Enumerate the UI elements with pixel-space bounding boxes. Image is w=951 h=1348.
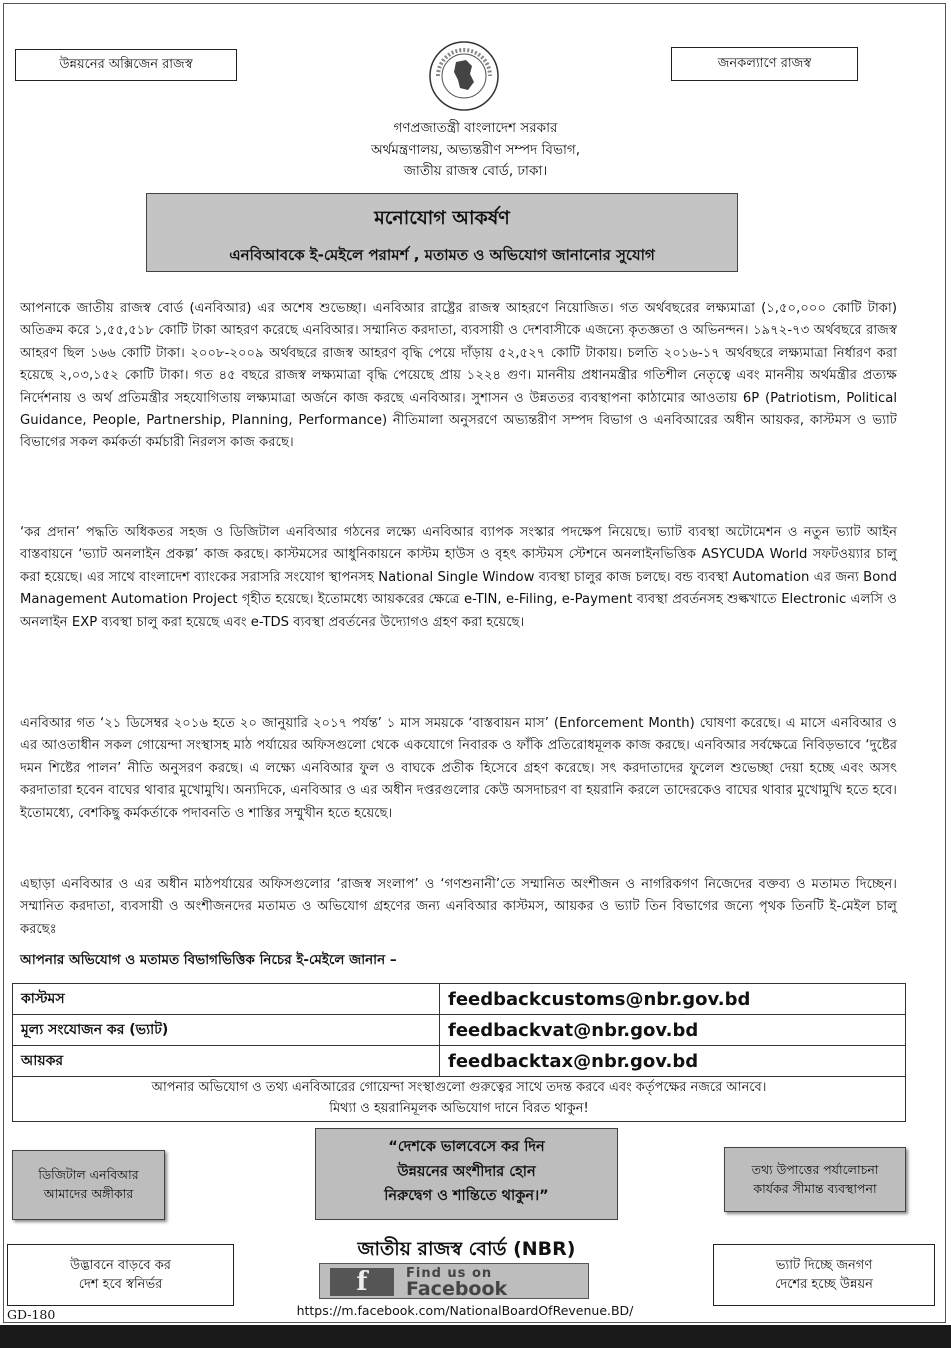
email-customs[interactable]: feedbackcustoms@nbr.gov.bd <box>440 984 906 1015</box>
email-note-line-2: মিথ্যা ও হয়রানিমূলক অভিযোগ দানে বিরত থাকুন! <box>329 1100 589 1116</box>
table-row <box>13 1015 906 1046</box>
facebook-banner[interactable] <box>319 1263 589 1299</box>
digital-nbr-line-2: আমাদের অঙ্গীকার <box>43 1186 134 1201</box>
data-review-box <box>724 1147 906 1212</box>
email-note-line-1: আপনার অভিযোগ ও তথ্য এনবিআরের গোয়েন্দা সংস্থাগুলো গুরুত্বের সাথে তদন্ত করবে এবং কর্তৃপক্ষের নজরে আনবে। <box>151 1080 767 1095</box>
left-slogan-box <box>15 49 237 81</box>
digital-nbr-line-1: ডিজিটাল এনবিআর <box>38 1167 139 1183</box>
dept-vat: মূল্য সংযোজন কর (ভ্যাট) <box>13 1015 440 1046</box>
table-row <box>13 984 906 1015</box>
data-review-line-1: তথ্য উপাত্তের পর্যালোচনা <box>751 1161 879 1177</box>
email-table <box>12 983 906 1122</box>
government-address <box>200 118 751 183</box>
dept-customs: কাস্টমস <box>13 984 440 1015</box>
government-seal-icon <box>428 40 500 112</box>
bottom-strip <box>0 1325 951 1348</box>
right-slogan-box <box>671 47 858 81</box>
paragraph-3: এনবিআর গত ‘২১ ডিসেম্বর ২০১৬ হতে ২০ জানুয়ারি ২০১৭ পর্যন্ত’ ১ মাস সময়কে ‘বাস্তবায়ন মাস’ (Enforcement Month) ঘোষণা করেছে। এ মাসে এনবিআর ও এর আওতাধীন সকল গোয়েন্দা সংস্থাসহ মাঠ পর্যায়ের অফিসগুলো থেকে একযোগে নিবারক ও ফাঁকি প্রতিরোধমূলক কাজ করছে। এনবিআর সর্বক্ষেত্রে নিবিড়ভাবে ‘দুষ্টের দমন শিষ্টের পালন’ নীতি অনুসরণ করছে। এ লক্ষ্যে এনবিআর ফুল ও বাঘকে প্রতীক হিসেবে গ্রহণ করেছে। সৎ করদাতাদের ফুলেল শুভেচ্ছা দেয়া হচ্ছে এবং অসৎ করদাতারা হবেন বাঘের থাবার মুখোমুখি। অন্যদিকে, এনবিআর ও এর অধীন দপ্তরগুলোর কেউ অসদাচরণ বা হয়রানি করলে তাদেরকেও বাঘের থাবার মুখোমুখি হতে হবে। ইতোমধ্যে, বেশকিছু কর্মকর্তাকে পদাবনতি ও শাস্তির সম্মুখীন হতে হয়েছে। <box>20 716 897 821</box>
vat-line-2: দেশের হচ্ছে উন্নয়ন <box>775 1277 873 1292</box>
vat-line-1: ভ্যাট দিচ্ছে জনগণ <box>775 1257 873 1273</box>
left-slogan: উন্নয়নের অক্সিজেন রাজস্ব <box>59 57 193 73</box>
paragraph-2: ‘কর প্রদান’ পদ্ধতি অধিকতর সহজ ও ডিজিটাল এনবিআর গঠনের লক্ষ্যে এনবিআর ব্যাপক সংস্কার পদক্ষেপ নিয়েছে। ভ্যাট ব্যবস্থা অটোমেশন ও নতুন ভ্যাট আইন বাস্তবায়নে ‘ভ্যাট অনলাইন প্রকল্প’ কাজ করছে। কাস্টমসের আধুনিকায়নে কাস্টম হাউস ও বৃহৎ কাস্টমস স্টেশনে অনলাইনভিত্তিক ASYCUDA World সফটওয়্যার চালু করা হয়েছে। এর সাথে বাংলাদেশ ব্যাংকের সরাসরি সংযোগ স্থাপনসহ National Single Window ব্যবস্থা চালুর কাজ চলছে। বন্ড ব্যবস্থা Automation এর জন্য Bond Management Automation Project গৃহীত হয়েছে। ইতোমধ্যে আয়করের ক্ষেত্রে e-TIN, e-Filing, e-Payment ব্যবস্থা প্রবর্তনসহ শুল্কখাতে Electronic এলসি ও অনলাইন EXP ব্যবস্থা চালু করা হয়েছে এবং e-TDS ব্যবস্থা প্রবর্তনের উদ্যোগও গ্রহণ করা হয়েছে। <box>20 525 897 630</box>
quote-line-3: নিরুদ্বেগ ও শান্তিতে থাকুন।” <box>384 1188 549 1205</box>
digital-nbr-box <box>12 1150 165 1220</box>
quote-line-1: “দেশকে ভালবেসে কর দিন <box>388 1139 545 1155</box>
email-heading: আপনার অভিযোগ ও মতামত বিভাগভিত্তিক নিচের ই-মেইলে জানান – <box>20 952 397 968</box>
gov-line-1: গণপ্রজাতন্ত্রী বাংলাদেশ সরকার <box>393 120 558 136</box>
innovation-line-1: উদ্ভাবনে বাড়বে কর <box>70 1257 171 1273</box>
email-tax[interactable]: feedbacktax@nbr.gov.bd <box>440 1046 906 1077</box>
attention-box <box>146 193 738 272</box>
facebook-small-text: Find us on <box>406 1266 493 1281</box>
paragraph-1: আপনাকে জাতীয় রাজস্ব বোর্ড (এনবিআর) এর অশেষ শুভেচ্ছা। এনবিআর রাষ্ট্রের রাজস্ব আহরণে নিয়োজিত। গত অর্থবছরের লক্ষ্যমাত্রা (১,৫০,০০০ কোটি টাকা) অতিক্রম করে ১,৫৫,৫১৮ কোটি টাকা আহরণ করেছে এনবিআর। সম্মানিত করদাতা, ব্যবসায়ী ও দেশবাসীকে এজন্যে কৃতজ্ঞতা ও অভিনন্দন। ১৯৭২-৭৩ অর্থবছরে রাজস্ব আহরণ ছিল ১৬৬ কোটি টাকা। ২০০৮-২০০৯ অর্থবছরে রাজস্ব আহরণ বৃদ্ধি পেয়ে দাঁড়ায় ৫২,৫২৭ কোটি টাকায়। চলতি ২০১৬-১৭ অর্থবছরে লক্ষ্যমাত্রা নির্ধারণ করা হয়েছে ২,০৩,১৫২ কোটি টাকা। গত ৪৫ বছরে রাজস্ব লক্ষ্যমাত্রা বৃদ্ধি পেয়েছে প্রায় ১২২৪ গুণ। মাননীয় প্রধানমন্ত্রীর গতিশীল নেতৃত্বে এবং মাননীয় অর্থমন্ত্রীর প্রত্যক্ষ নির্দেশনায় ও অর্থ প্রতিমন্ত্রীর সহযোগিতায় লক্ষ্যমাত্রা অর্জনে কাজ করছে এনবিআর। সুশাসন ও উন্নততর ব্যবস্থাপনা কাঠামোর আওতায় 6P (Patriotism, Political Guidance, People, Partnership, Planning, Performance) নীতিমালা অনুসরণে অভ্যন্তরীণ সম্পদ বিভাগ ও এনবিআরের অধীন আয়কর, কাস্টমস ও ভ্যাট বিভাগের সকল কর্মকর্তা কর্মচারী নিরলস কাজ করছে। <box>20 301 897 451</box>
innovation-line-2: দেশ হবে স্বনির্ভর <box>78 1277 163 1292</box>
gov-line-3: জাতীয় রাজস্ব বোর্ড, ঢাকা। <box>403 163 548 180</box>
table-row <box>13 1046 906 1077</box>
email-vat[interactable]: feedbackvat@nbr.gov.bd <box>440 1015 906 1046</box>
dept-tax: আয়কর <box>13 1046 440 1077</box>
facebook-url[interactable]: https://m.facebook.com/NationalBoardOfRevenue.BD/ <box>296 1303 634 1318</box>
innovation-slogan-box <box>7 1244 234 1306</box>
facebook-icon: f <box>330 1268 394 1296</box>
nbr-title: জাতীয় রাজস্ব বোর্ড (NBR) <box>357 1238 576 1260</box>
gov-line-2: অর্থমন্ত্রণালয়, অভ্যন্তরীণ সম্পদ বিভাগ, <box>370 141 581 158</box>
attention-subtitle: এনবিআবকে ই-মেইলে পরামর্শ , মতামত ও অভিযোগ জানানোর সুযোগ <box>229 246 655 264</box>
email-note <box>13 1077 906 1122</box>
data-review-line-2: কার্যকর সীমান্ত ব্যবস্থাপনা <box>753 1180 877 1196</box>
attention-title: মনোযোগ আকর্ষণ <box>374 207 510 229</box>
right-slogan: জনকল্যাণে রাজস্ব <box>717 56 812 72</box>
vat-slogan-box <box>713 1244 935 1306</box>
quote-line-2: উন্নয়নের অংশীদার হোন <box>397 1163 536 1180</box>
paragraph-4: এছাড়া এনবিআর ও এর অধীন মাঠপর্যায়ের অফিসগুলোর ‘রাজস্ব সংলাপ’ ও ‘গণশুনানী’তে সম্মানিত অংশীজন ও নাগরিকগণ নিজেদের বক্তব্য ও মতামত দিচ্ছেন। সম্মানিত করদাতা, ব্যবসায়ী ও অংশীজনদের মতামত ও অভিযোগ গ্রহণের জন্য এনবিআর কাস্টমস, আয়কর ও ভ্যাট তিন বিভাগের জন্যে পৃথক তিনটি ই-মেইল চালু করছেঃ <box>20 877 897 937</box>
document-code: GD-180 <box>7 1307 56 1322</box>
slogan-quote-box <box>315 1128 618 1220</box>
table-row <box>13 1077 906 1122</box>
facebook-big-text: Facebook <box>406 1278 508 1300</box>
